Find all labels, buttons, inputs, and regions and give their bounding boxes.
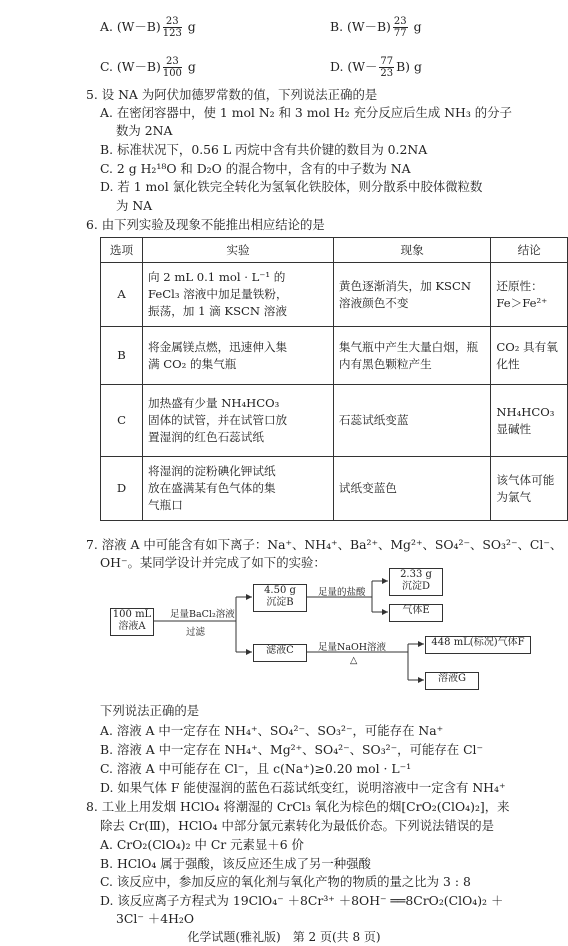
row-conclusion: NH₄HCO₃ 显碱性 (491, 385, 568, 457)
solution-a-box: 100 mL 溶液A (110, 608, 154, 636)
gas-f-box: 448 mL(标况)气体F (425, 636, 531, 654)
row-conclusion: CO₂ 具有氧 化性 (491, 327, 568, 385)
row-experiment: 将金属镁点燃，迅速伸入集 满 CO₂ 的集气瓶 (143, 327, 334, 385)
header-phenomenon: 现象 (333, 238, 490, 263)
step1-label: 足量BaCl₂溶液 (170, 609, 235, 620)
q4-option-c: C. (W－B) $\frac{23}{100}$ g (100, 56, 196, 79)
q8-stem-line1: 8. 工业上用发烟 HClO₄ 将潮湿的 CrCl₃ 氧化为棕色的烟[CrO₂(ClO₄)₂]，来 (86, 799, 510, 814)
q7-option-a: A. 溶液 A 中一定存在 NH₄⁺、SO₄²⁻、SO₃²⁻，可能存在 Na⁺ (100, 723, 444, 738)
row-conclusion: 还原性： Fe＞Fe²⁺ (491, 263, 568, 327)
row-phenomenon: 试纸变蓝色 (333, 457, 490, 521)
q8-option-d-cont: 3Cl⁻ ＋4H₂O (116, 911, 195, 926)
q4-option-d: D. (W－ $\frac{77}{23}$ B) g (330, 56, 422, 79)
q5-option-d: D. 若 1 mol 氯化铁完全转化为氢氧化铁胶体，则分散系中胶体微粒数 (100, 179, 483, 194)
q8-option-b: B. HClO₄ 属于强酸，该反应还生成了另一种强酸 (100, 856, 371, 871)
q4-option-a: A. (W－B) $\frac{23}{123}$ g (100, 16, 196, 39)
filtrate-c-box: 滤液C (253, 644, 307, 662)
row-option: C (101, 385, 143, 457)
step1-sub-label: 过滤 (186, 627, 206, 638)
q7-option-b: B. 溶液 A 中一定存在 NH₄⁺、Mg²⁺、SO₄²⁻、SO₃²⁻，可能存在 Cl⁻ (100, 742, 484, 757)
row-option: A (101, 263, 143, 327)
header-option: 选项 (101, 238, 143, 263)
row-option: B (101, 327, 143, 385)
step2-label: 足量的盐酸 (318, 587, 366, 598)
row-phenomenon: 石蕊试纸变蓝 (333, 385, 490, 457)
row-experiment: 将湿润的淀粉碘化钾试纸 放在盛满某有色气体的集 气瓶口 (143, 457, 334, 521)
q5-option-d-cont: 为 NA (116, 198, 153, 213)
q7-stem-line1: 7. 溶液 A 中可能含有如下离子：Na⁺、NH₄⁺、Ba²⁺、Mg²⁺、SO₄²⁻、SO₃²⁻、Cl⁻、 (86, 537, 563, 552)
row-experiment: 向 2 mL 0.1 mol · L⁻¹ 的 FeCl₃ 溶液中加足量铁粉， 振荡，加 1 滴 KSCN 溶液 (143, 263, 334, 327)
row-experiment: 加热盛有少量 NH₄HCO₃ 固体的试管，并在试管口放 置湿润的红色石蕊试纸 (143, 385, 334, 457)
q7-option-c: C. 溶液 A 中可能存在 Cl⁻，且 c(Na⁺)≥0.20 mol · L⁻¹ (100, 761, 412, 776)
q6-stem: 6. 由下列实验及现象不能推出相应结论的是 (86, 217, 325, 232)
header-experiment: 实验 (143, 238, 334, 263)
q5-option-b: B. 标准状况下，0.56 L 丙烷中含有共价键的数目为 0.2NA (100, 142, 428, 157)
q7-question: 下列说法正确的是 (100, 703, 200, 718)
q8-option-c: C. 该反应中，参加反应的氧化剂与氧化产物的物质的量之比为 3 : 8 (100, 874, 471, 889)
solution-g-box: 溶液G (425, 672, 479, 690)
q7-option-d: D. 如果气体 F 能使湿润的蓝色石蕊试纸变红，说明溶液中一定含有 NH₄⁺ (100, 780, 506, 795)
q5-stem: 5. 设 NA 为阿伏加德罗常数的值，下列说法正确的是 (86, 87, 378, 102)
q8-option-d: D. 该反应离子方程式为 19ClO₄⁻ ＋8Cr³⁺ ＋8OH⁻ ══8CrO₂(ClO₄)₂ ＋ (100, 893, 504, 908)
q5-option-c: C. 2 g H₂¹⁸O 和 D₂O 的混合物中，含有的中子数为 NA (100, 161, 411, 176)
precipitate-d-box: 2.33 g 沉淀D (389, 568, 443, 596)
q4-option-b: B. (W－B) $\frac{23}{77}$ g (330, 16, 422, 39)
step3-label: 足量NaOH溶液 (318, 642, 387, 653)
q5-option-a: A. 在密闭容器中，使 1 mol N₂ 和 3 mol H₂ 充分反应后生成 NH₃ 的分子 (100, 105, 512, 120)
row-phenomenon: 集气瓶中产生大量白烟，瓶 内有黑色颗粒产生 (333, 327, 490, 385)
gas-e-box: 气体E (389, 604, 443, 622)
q5-option-a-cont: 数为 2NA (116, 123, 173, 138)
q8-option-a: A. CrO₂(ClO₄)₂ 中 Cr 元素显＋6 价 (100, 837, 304, 852)
row-conclusion: 该气体可能 为氯气 (491, 457, 568, 521)
step3-heat-label: △ (350, 655, 358, 666)
q7-stem-line2: OH⁻。某同学设计并完成了如下的实验： (100, 555, 326, 570)
header-conclusion: 结论 (491, 238, 568, 263)
row-phenomenon: 黄色逐渐消失，加 KSCN 溶液颜色不变 (333, 263, 490, 327)
q8-stem-line2: 除去 Cr(Ⅲ)，HClO₄ 中部分氯元素转化为最低价态。下列说法错误的是 (100, 818, 495, 833)
precipitate-b-box: 4.50 g 沉淀B (253, 584, 307, 612)
page-footer: 化学试题(雅礼版) 第 2 页(共 8 页) (187, 930, 381, 944)
row-option: D (101, 457, 143, 521)
